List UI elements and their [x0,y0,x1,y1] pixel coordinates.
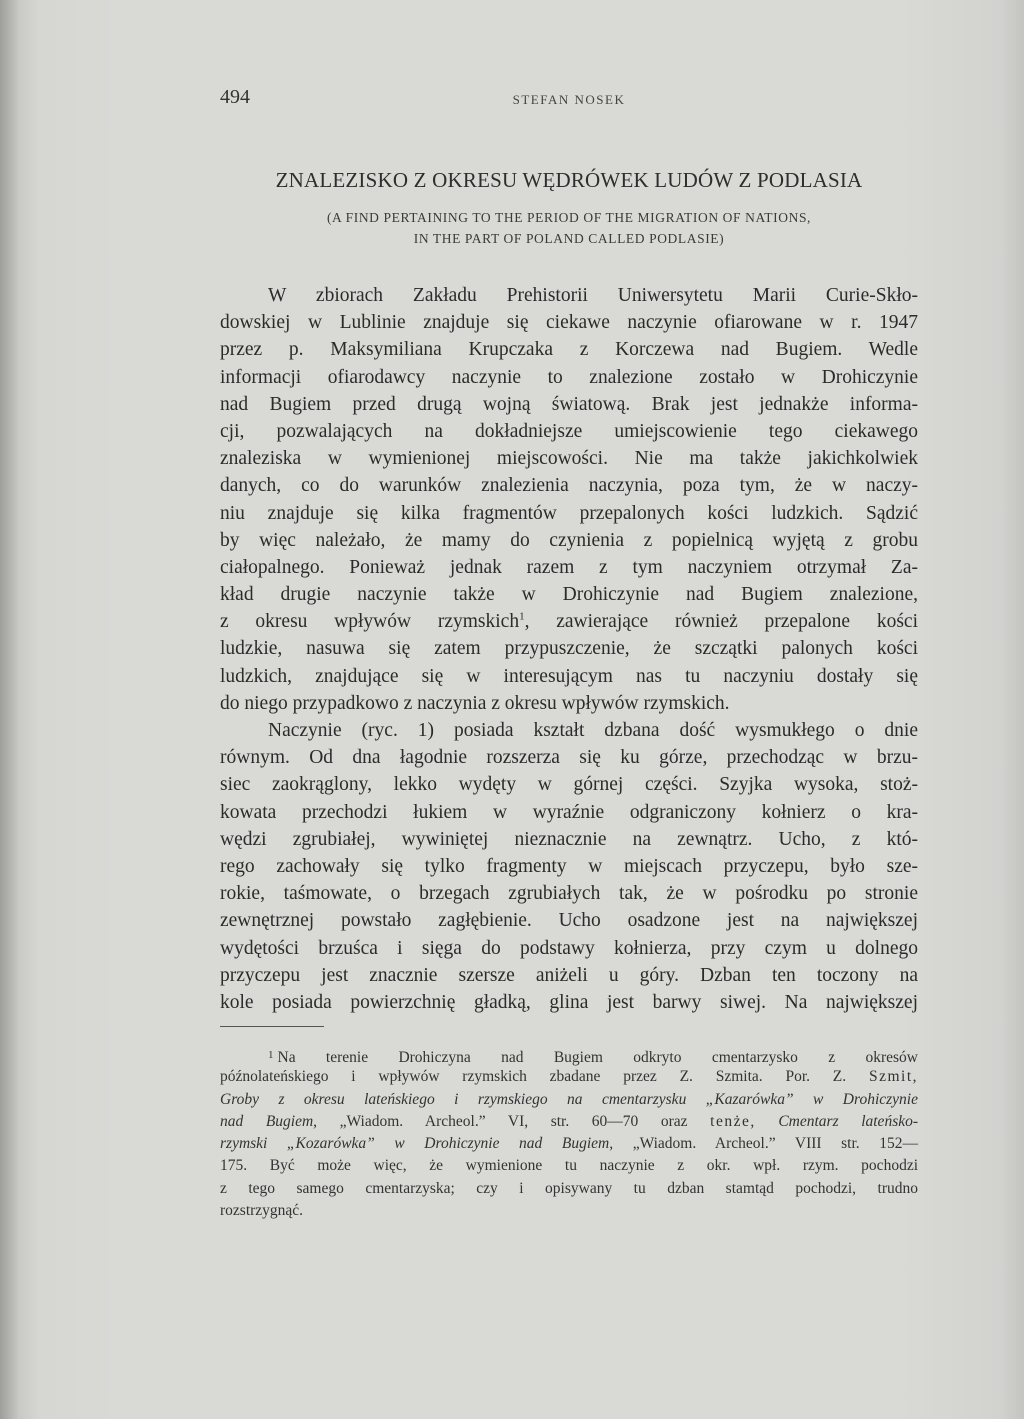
body-line: wędzi zgrubiałej, wywiniętej nieznacznie na zewnątrz. Ucho, z któ- [220,828,918,850]
footnote-text: Na terenie Drohiczyna nad Bugiem odkryto cmentarzysko z okresów [277,1049,918,1066]
footnote-line: z tego samego cmentarzyska; czy i opisywany tu dzban stamtąd pochodzi, trudno [220,1179,918,1197]
footnote-text: „Wiadom. Archeol.” VIII str. 152— [632,1135,918,1153]
article-title-block [220,168,918,249]
body-line: rego zachowały się tylko fragmenty w miejscach przyczepu, było sze- [220,855,918,877]
body-line: kole posiada powierzchnię gładką, glina jest barwy siwej. Na największej [220,991,918,1013]
body-line: ludzkich, znajdujące się w interesującym nas tu naczyniu dostały się [220,665,918,687]
footnote-separator [220,1026,324,1027]
footnote-line [220,1111,918,1133]
footnote-mark: 1 [268,1049,274,1061]
article-subtitle [220,207,918,249]
footnote-citation-title: rzymski „Kozarówka” w Drohiczynie nad Bugiem, [220,1135,614,1153]
body-line: wydętości brzuśca i sięga do podstawy kołnierza, przy czym u dolnego [220,937,918,959]
footnote-citation-title: Cmentarz lateńsko- [778,1112,919,1130]
body-line: cji, pozwalających na dokładniejsze umiejscowienie tego ciekawego [220,420,918,442]
body-line: ludzkie, nasuwa się zatem przypuszczenie, że szczątki palonych kości [220,638,918,660]
body-line: kład drugie naczynie także w Drohiczynie nad Bugiem znalezione, [220,584,918,606]
body-line-text: z okresu wpływów rzymskich [220,611,520,633]
running-head-author: STEFAN NOSEK [512,92,626,107]
footnote-line [220,1089,918,1111]
body-line: dowskiej w Lublinie znajduje się ciekawe naczynie ofiarowane w r. 1947 [220,312,918,334]
body-line: kowata przechodzi łukiem w wyraźnie odgraniczony kołnierz o kra- [220,801,918,823]
body-line: przyczepu jest znacznie szersze aniżeli u góry. Dzban ten toczony na [220,964,918,986]
body-line: zewnętrznej powstało zagłębienie. Ucho osadzone jest na największej [220,910,918,932]
page-header [220,86,918,116]
footnote-author: tenże, [710,1112,756,1130]
body-line: W zbiorach Zakładu Prehistorii Uniwersytetu Marii Curie-Skło- [268,285,918,306]
body-line: do niego przypadkowo z naczynia z okresu wpływów rzymskich. [220,692,730,714]
article-body [220,282,918,1016]
footnote-line [220,1066,918,1088]
footnote-citation-title: nad Bugiem, [220,1112,318,1130]
body-line: ciałopalnego. Ponieważ jednak razem z tym naczyniem otrzymał Za- [220,556,918,578]
footnote-line: rozstrzygnąć. [220,1202,304,1220]
body-line: rokie, taśmowate, o brzegach zgrubiałych tak, że w pośrodku po stronie [220,883,918,905]
body-line: siec zaokrąglony, lekko wydęty w górnej części. Szyjka wysoka, stoż- [220,774,918,796]
body-line: niu znajduje się kilka fragmentów przepalonych kości ludzkich. Sądzić [220,502,918,524]
body-line: by więc należało, że mamy do czynienia z popielnicą wyjętą z grobu [220,529,918,551]
footnote-author: Szmit, [868,1068,919,1086]
subtitle-line-1: (A FIND PERTAINING TO THE PERIOD OF THE MIGRATION OF NATIONS, [326,210,812,225]
footnotes [220,1044,918,1222]
body-line: nad Bugiem przed drugą wojną światową. Brak jest jednakże informa- [220,393,918,415]
body-line: przez p. Maksymiliana Krupczaka z Korczewa nad Bugiem. Wedle [220,339,918,361]
body-line-text-tail: , zawierające również przepalone kości [524,611,918,633]
footnote-citation-title: Groby z okresu lateńskiego i rzymskiego na cmentarzysku „Kazarówka” w Drohiczynie [220,1090,918,1108]
body-line: znaleziska w wymienionej miejscowości. Nie ma także jakichkolwiek [220,448,918,470]
footnote-line [220,1044,918,1066]
subtitle-line-2: IN THE PART OF POLAND CALLED PODLASIE) [413,231,725,246]
body-line: danych, co do warunków znalezienia naczynia, poza tym, że w naczy- [220,475,918,497]
body-line: informacji ofiarodawcy naczynie to znalezione zostało w Drohiczynie [220,366,918,388]
page-binding-edge [0,0,18,1419]
page-number: 494 [220,86,250,108]
body-line-with-footnote-ref [220,608,918,635]
footnote-line [220,1133,918,1155]
footnote-text: późnolateńskiego i wpływów rzymskich zbadane przez Z. Szmita. Por. Z. [220,1068,847,1086]
footnote-text: „Wiadom. Archeol.” VI, str. 60—70 oraz [339,1112,688,1130]
body-line: równym. Od dna łagodnie rozszerza się ku górze, przechodząc w brzu- [220,747,918,769]
footnote-line: 175. Być może więc, że wymienione tu naczynie z okr. wpł. rzym. pochodzi [220,1157,918,1175]
article-title: ZNALEZISKO Z OKRESU WĘDRÓWEK LUDÓW Z PODLASIA [275,168,863,192]
footnote-reference: 1 [519,610,525,623]
body-line: Naczynie (ryc. 1) posiada kształt dzbana dość wysmukłego o dnie [268,720,918,741]
